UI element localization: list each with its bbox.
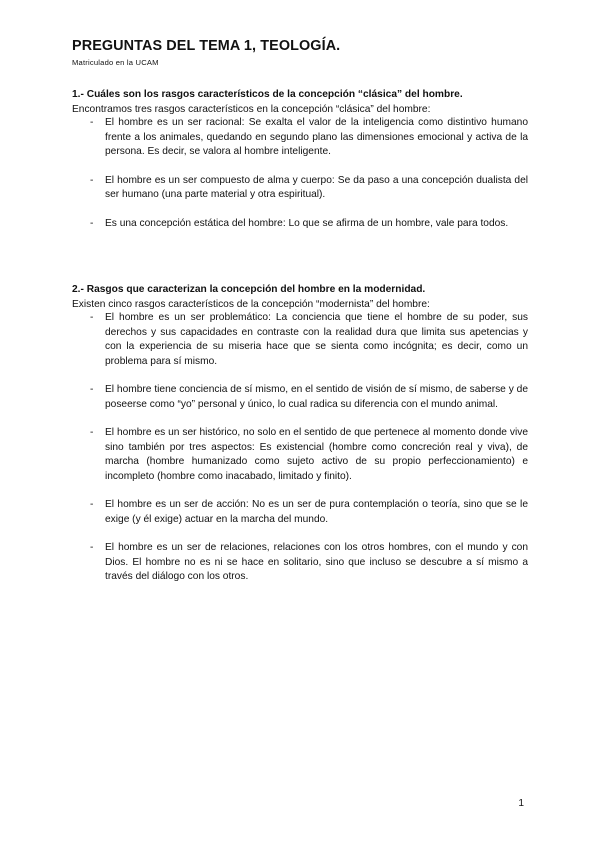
document-title: PREGUNTAS DEL TEMA 1, TEOLOGÍA.	[72, 38, 341, 54]
list-dash: -	[90, 217, 94, 229]
list-item	[72, 311, 528, 369]
list-item-text: El hombre es un ser histórico, no solo en el sentido de que pertenece al momento donde vive sino también por tres aspectos: Es existencial (hombre como concreción real y viva), de marcha (hombre humanizado como sujeto activo de su propio perfeccionamiento) e incompleto (hombre como inacabado, limitado y finito).	[105, 427, 528, 482]
page-number: 1	[518, 798, 524, 809]
section-modern-conception	[72, 283, 528, 585]
list-dash: -	[90, 542, 94, 553]
list-item-text: El hombre es un ser de relaciones, relaciones con los otros hombres, con el mundo y con Dios. El hombre no es ni se hace en solitario, sino que incluso se descubre a sí mismo a través del diálogo con los otros.	[105, 542, 528, 582]
section-intro: Existen cinco rasgos característicos de la concepción “modernista” del hombre:	[72, 299, 430, 310]
list-item	[72, 541, 528, 585]
section-classical-conception	[72, 88, 528, 231]
list-dash: -	[90, 384, 94, 395]
list-item	[72, 426, 528, 484]
list-item-text: El hombre es un ser de acción: No es un ser de pura contemplación o teoría, sino que se le exige (y él exige) actuar en la marcha del mundo.	[105, 499, 528, 525]
list-item-text: El hombre es un ser problemático: La conciencia que tiene el hombre de su poder, sus derechos y sus capacidades en contraste con la realidad dura que limita sus apetencias y con la experiencia de su miseria hace que se sienta como incógnita; es decir, como un problema para sí mismo.	[105, 312, 528, 367]
list-item	[72, 217, 528, 232]
section-heading: 1.- Cuáles son los rasgos característicos de la concepción “clásica” del hombre.	[72, 89, 463, 100]
list-item-text: El hombre es un ser racional: Se exalta el valor de la inteligencia como distintivo humano frente a los animales, quedando en segundo plano las dimensiones emocional y activa de la persona. Es decir, se valora al hombre inteligente.	[105, 117, 528, 157]
document-subtitle: Matriculado en la UCAM	[72, 58, 159, 67]
list-item-text: El hombre es un ser compuesto de alma y cuerpo: Se da paso a una concepción dualista del ser humano (una parte material y otra espiritual).	[105, 174, 528, 200]
list-dash: -	[90, 427, 94, 438]
trait-list	[72, 116, 528, 231]
list-item-text: Es una concepción estática del hombre: Lo que se afirma de un hombre, vale para todos.	[105, 217, 509, 229]
list-item	[72, 498, 528, 527]
trait-list	[72, 311, 528, 585]
list-item	[72, 174, 528, 203]
list-dash: -	[90, 174, 94, 186]
section-intro: Encontramos tres rasgos característicos en la concepción “clásica” del hombre:	[72, 104, 431, 115]
list-item	[72, 116, 528, 160]
list-dash: -	[90, 117, 94, 128]
list-item	[72, 383, 528, 412]
list-dash: -	[90, 312, 94, 323]
list-item-text: El hombre tiene conciencia de sí mismo, en el sentido de visión de sí mismo, de saberse y de poseerse como “yo” personal y único, lo cual radica su diferencia con el mundo animal.	[105, 384, 528, 410]
list-dash: -	[90, 499, 94, 510]
section-heading: 2.- Rasgos que caracterizan la concepción del hombre en la modernidad.	[72, 284, 426, 295]
